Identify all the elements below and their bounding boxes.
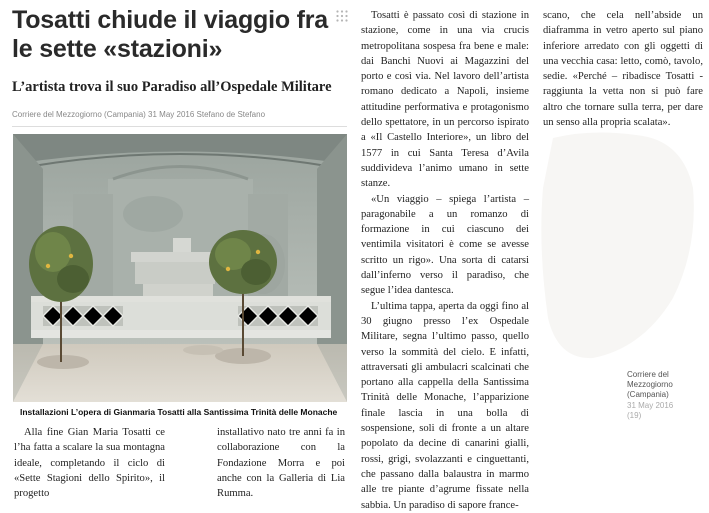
photo-caption: Installazioni L’opera di Gianmaria Tosatti alla Santissima Trinità delle Monache: [20, 407, 338, 417]
article-photo: [13, 134, 347, 402]
divider: [12, 126, 347, 127]
body-column-1a: [14, 425, 165, 501]
body-paragraph: «Un viaggio – spiega l’artista – paragonabile a un romanzo di formazione in cui ciascuno dei ventimila visitatori è come se avesse scritto un rigo». Una sorta di catarsi dall’inferno verso il paradiso, che segue l’idea dantesca.: [361, 193, 529, 297]
body-paragraph: Alla fine Gian Maria Tosatti ce l’ha fatta a scalare la sua montagna ideale, completando il ciclo di «Sette Stagioni dello Spirito», il progetto: [14, 427, 165, 500]
body-paragraph: Tosatti è passato così di stazione in stazione, come in una via crucis metropolitana sospesa fra bene e male: dai Banchi Nuovi ai Magazzini del porto e così via. Nel lavoro dell’artista romano dedicato a Napoli, insieme attitudine performativa e protagonismo dello spettatore, in un percorso ispirato a «Il Castello Interiore», un libro del 1577 in cui Santa Teresa d’Avila suddivideva l’animo umano in sette stanze.: [361, 10, 529, 190]
source-info: [627, 370, 707, 421]
body-column-2: [361, 8, 529, 513]
paper-scan-area: [533, 128, 705, 368]
source-page: (19): [627, 410, 642, 420]
subtitle: L’artista trova il suo Paradiso all’Ospedale Militare: [12, 79, 332, 95]
source-date: 31 May 2016: [627, 400, 674, 410]
source-name: Corriere del Mezzogiorno (Campania): [627, 370, 673, 400]
body-paragraph: scano, che cela nell’abside un diaframma in vetro aperto sul piano inferiore arredato con gli oggetti di una vecchia casa: letto, comò, tavolo, sedie. «Perché – ribadisce Tosatti - raggiunta la vetta non si può fare altro che tornare sulla terra, per dare un senso alla propria scalata».: [543, 10, 703, 129]
headline: Tosatti chiude il viaggio fra le sette «stazioni»: [12, 6, 329, 63]
byline: Corriere del Mezzogiorno (Campania) 31 May 2016 Stefano de Stefano: [12, 110, 266, 119]
body-paragraph: installativo nato tre anni fa in collaborazione con la Fondazione Morra e poi anche con la Galleria di Lia Rumma.: [217, 427, 345, 500]
body-paragraph: L’ultima tappa, aperta da oggi fino al 30 giugno presso l’ex Ospedale Militare, segna l’ultimo passo, quello verso la sommità del cielo. E infatti, attraversati gli ambulacri scalcinati che portano alla cappella della Santissima Trinità delle Monache, l’apparizione finale lascia in una bolla di sospensione, soli di fronte a un altare popolato da decine di canarini gialli, rossi, grigi, svolazzanti e cinguettanti, che passano dalla balaustra in marmo alle tre piante d’agrume fissate nella sabbia. Un paradiso di sapore france-: [361, 300, 529, 511]
grid-dots-icon[interactable]: [336, 10, 348, 22]
body-column-1b: [217, 425, 345, 501]
body-column-3: [543, 8, 703, 130]
